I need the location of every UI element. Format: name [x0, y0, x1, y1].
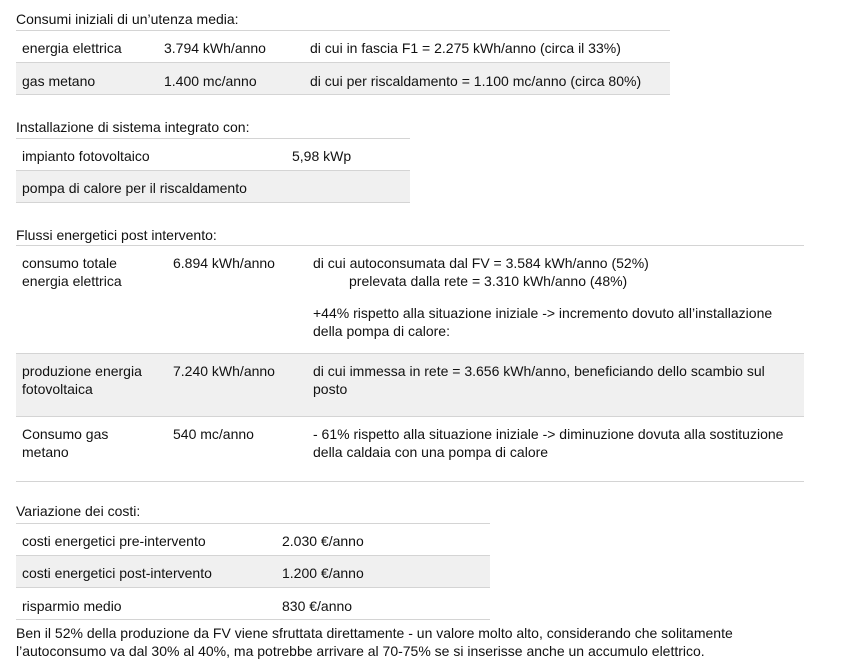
- row-label: [16, 246, 173, 354]
- table-row: [16, 524, 490, 556]
- row-label-line: Consumo gas: [22, 426, 109, 442]
- table-row: [16, 246, 804, 354]
- flussi-table: [16, 245, 804, 482]
- row-detail-line: prelevata dalla rete = 3.310 kWh/anno (48%): [349, 273, 628, 289]
- row-label: pompa di calore per il riscaldamento: [22, 180, 247, 196]
- row-detail-line: della pompa di calore:: [313, 323, 450, 339]
- installazione-table: [16, 138, 410, 203]
- row-detail-line: di cui immessa in rete = 3.656 kWh/anno, beneficiando dello scambio sul: [313, 363, 765, 379]
- row-detail-line: posto: [313, 381, 348, 397]
- row-value: 830 €/anno: [282, 598, 353, 614]
- row-value: 2.030 €/anno: [282, 533, 364, 549]
- row-detail-line: - 61% rispetto alla situazione iniziale -> diminuzione dovuta alla sostituzione: [313, 426, 784, 442]
- row-label-line: energia elettrica: [22, 273, 122, 289]
- section-consumi-caption: Consumi iniziali di un’utenza media:: [16, 11, 239, 27]
- row-label: energia elettrica: [22, 40, 122, 56]
- row-value: 1.200 €/anno: [282, 565, 364, 581]
- row-value: [292, 171, 410, 203]
- table-row: [16, 63, 670, 95]
- row-value: 5,98 kWp: [292, 148, 352, 164]
- row-label: gas metano: [22, 73, 96, 89]
- row-detail: di cui in fascia F1 = 2.275 kWh/anno (circa il 33%): [310, 40, 621, 56]
- row-detail-line: di cui autoconsumata dal FV = 3.584 kWh/anno (52%): [313, 255, 649, 271]
- row-detail-line: della caldaia con una pompa di calore: [313, 444, 549, 460]
- row-label: costi energetici post-intervento: [22, 565, 212, 581]
- row-value: 1.400 mc/anno: [164, 73, 257, 89]
- footer-note-line: Ben il 52% della produzione da FV viene sfruttata direttamente - un valore molto alto, considerando che solitamente: [16, 625, 733, 641]
- table-row: [16, 139, 410, 171]
- table-row: [16, 588, 490, 620]
- table-row: [16, 31, 670, 63]
- section-costi-caption: Variazione dei costi:: [16, 503, 141, 519]
- section-installazione-caption: Installazione di sistema integrato con:: [16, 119, 250, 135]
- row-label-line: produzione energia: [22, 363, 142, 379]
- row-label: risparmio medio: [22, 598, 122, 614]
- row-detail: [313, 246, 804, 354]
- row-detail: [313, 417, 804, 482]
- row-label-line: consumo totale: [22, 255, 117, 271]
- row-label-line: metano: [22, 444, 69, 460]
- row-detail-line: +44% rispetto alla situazione iniziale -> incremento dovuto all’installazione: [313, 305, 773, 321]
- row-value: 7.240 kWh/anno: [173, 363, 275, 379]
- row-label: costi energetici pre-intervento: [22, 533, 206, 549]
- footer-note: [16, 624, 846, 660]
- row-detail: di cui per riscaldamento = 1.100 mc/anno (circa 80%): [310, 73, 642, 89]
- row-value: 6.894 kWh/anno: [173, 255, 275, 271]
- row-detail: [313, 354, 804, 417]
- footer-note-line: l’autoconsumo va dal 30% al 40%, ma potrebbe arrivare al 70-75% se si inserisse anche un accumulo elettrico.: [16, 643, 705, 659]
- table-row: [16, 417, 804, 482]
- row-label: [16, 417, 173, 482]
- section-flussi-caption: Flussi energetici post intervento:: [16, 227, 217, 243]
- consumi-table: [16, 30, 670, 95]
- table-row: [16, 171, 410, 203]
- table-row: [16, 354, 804, 417]
- row-label: [16, 354, 173, 417]
- costi-table: [16, 523, 490, 620]
- table-row: [16, 556, 490, 588]
- row-value: 540 mc/anno: [173, 426, 254, 442]
- row-label-line: fotovoltaica: [22, 381, 93, 397]
- row-value: 3.794 kWh/anno: [164, 40, 266, 56]
- row-label: impianto fotovoltaico: [22, 148, 150, 164]
